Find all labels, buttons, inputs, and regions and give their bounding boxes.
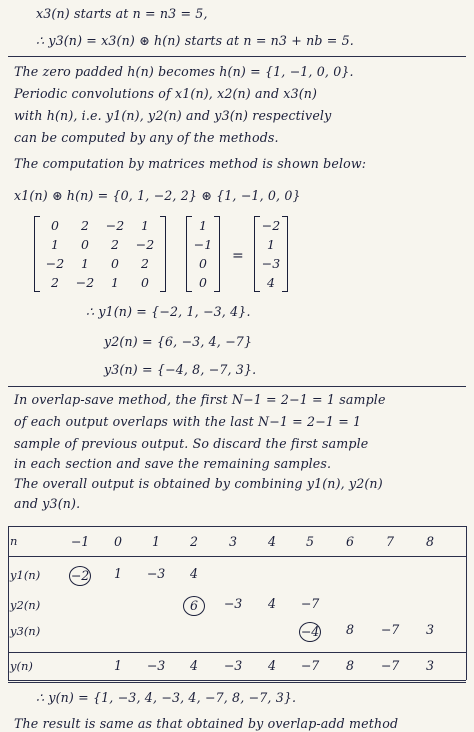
- table-cell: 7: [385, 534, 394, 549]
- vector_y-cell: −2: [261, 218, 281, 233]
- table-cell: 8: [425, 534, 434, 549]
- matrix_a-cell: 1: [51, 237, 59, 252]
- matrix_a-cell: 1: [141, 218, 149, 233]
- matrix_a-cell: 0: [111, 256, 119, 271]
- row-label: y2(n): [10, 598, 41, 612]
- matrix_a-cell: 1: [111, 275, 119, 290]
- table-bottom-rule: [8, 680, 466, 681]
- text-line: of each output overlaps with the last N−1 = 2−1 = 1: [14, 414, 362, 429]
- divider: [8, 56, 466, 57]
- y1-vector: [254, 216, 288, 292]
- matrix_a-cell: −2: [75, 275, 95, 290]
- matrix_a-cell: −2: [45, 256, 65, 271]
- table-cell: [60, 566, 100, 586]
- table-top-rule: [8, 526, 466, 527]
- text-line: in each section and save the remaining samples.: [14, 456, 332, 471]
- table-cell: [290, 622, 330, 642]
- text-line: with h(n), i.e. y1(n), y2(n) and y3(n) respectively: [14, 108, 332, 123]
- text-line: The overall output is obtained by combining y1(n), y2(n): [14, 476, 383, 491]
- table-cell: 3: [425, 622, 434, 637]
- result-y1: ∴ y1(n) = {−2, 1, −3, 4}.: [86, 304, 251, 319]
- table-cell: −7: [300, 596, 320, 611]
- matrix_a-cell: 2: [81, 218, 89, 233]
- table-cell: 4: [189, 566, 198, 581]
- vector_h-cell: 0: [199, 256, 207, 271]
- table-cell: [174, 596, 214, 616]
- text-line: In overlap-save method, the first N−1 = 2−1 = 1 sample: [14, 392, 386, 407]
- divider: [8, 682, 466, 683]
- table-cell: 1: [151, 534, 160, 549]
- table-cell: −3: [223, 658, 243, 673]
- table-cell: 8: [345, 622, 354, 637]
- table-left-border: [8, 526, 9, 680]
- row-label: y3(n): [10, 624, 41, 638]
- circled-value: −4: [299, 622, 321, 642]
- matrix_a-cell: 0: [81, 237, 89, 252]
- matrix_a-cell: 2: [51, 275, 59, 290]
- matrix_a-cell: 0: [51, 218, 59, 233]
- divider: [8, 386, 466, 387]
- table-cell: 1: [113, 566, 122, 581]
- matrix_a-cell: −2: [105, 218, 125, 233]
- table-cell: 4: [189, 658, 198, 673]
- table-cell: 4: [267, 658, 276, 673]
- vector_y-cell: 1: [267, 237, 275, 252]
- vector_h-cell: 1: [199, 218, 207, 233]
- table-cell: 6: [345, 534, 354, 549]
- text-line: The zero padded h(n) becomes h(n) = {1, −1, 0, 0}.: [14, 64, 354, 79]
- table-cell: 1: [113, 658, 122, 673]
- vector_y-cell: −3: [261, 256, 281, 271]
- circled-value: −2: [69, 566, 91, 586]
- text-line: x1(n) ⊛ h(n) = {0, 1, −2, 2} ⊛ {1, −1, 0, 0}: [14, 188, 301, 203]
- table-cell: −1: [70, 534, 90, 549]
- text-line: can be computed by any of the methods.: [14, 130, 279, 145]
- table-cell: 0: [113, 534, 122, 549]
- table-header-rule: [8, 556, 466, 557]
- text-line: Periodic convolutions of x1(n), x2(n) and x3(n): [14, 86, 318, 101]
- matrix_a-cell: 1: [81, 256, 89, 271]
- matrix_a-cell: 0: [141, 275, 149, 290]
- result-y2: y2(n) = {6, −3, 4, −7}: [104, 334, 253, 349]
- table-cell: −7: [380, 622, 400, 637]
- matrix_a-cell: 2: [111, 237, 119, 252]
- table-cell: −3: [146, 658, 166, 673]
- vector_h-cell: 0: [199, 275, 207, 290]
- table-cell: 8: [345, 658, 354, 673]
- row-label: y(n): [10, 659, 33, 673]
- table-cell: 4: [267, 534, 276, 549]
- table-cell: −7: [300, 658, 320, 673]
- matrix_a-cell: 2: [141, 256, 149, 271]
- vector_y-cell: 4: [267, 275, 275, 290]
- result-y3: y3(n) = {−4, 8, −7, 3}.: [104, 362, 257, 377]
- text-line: and y3(n).: [14, 496, 81, 511]
- row-label: n: [10, 534, 18, 548]
- table-rows-rule: [8, 652, 466, 653]
- text-line: The result is same as that obtained by overlap-add method: [14, 716, 399, 731]
- vector_h-cell: −1: [193, 237, 213, 252]
- text-line: ∴ y3(n) = x3(n) ⊛ h(n) starts at n = n3 + nb = 5.: [36, 33, 354, 48]
- table-cell: 5: [305, 534, 314, 549]
- table-right-border: [466, 526, 467, 680]
- text-line: The computation by matrices method is shown below:: [14, 156, 367, 171]
- table-cell: −7: [380, 658, 400, 673]
- matrix_a-cell: −2: [135, 237, 155, 252]
- h-vector: [186, 216, 220, 292]
- table-cell: −3: [146, 566, 166, 581]
- row-label: y1(n): [10, 568, 41, 582]
- circled-value: 6: [183, 596, 205, 616]
- text-line: x3(n) starts at n = n3 = 5,: [36, 6, 208, 21]
- table-cell: 3: [425, 658, 434, 673]
- table-cell: −3: [223, 596, 243, 611]
- table-cell: 4: [267, 596, 276, 611]
- circulant-matrix: [34, 216, 166, 292]
- equals-sign: =: [232, 248, 244, 264]
- table-cell: 2: [189, 534, 198, 549]
- table-cell: 3: [228, 534, 237, 549]
- final-result: ∴ y(n) = {1, −3, 4, −3, 4, −7, 8, −7, 3}.: [36, 690, 297, 705]
- text-line: sample of previous output. So discard the first sample: [14, 436, 369, 451]
